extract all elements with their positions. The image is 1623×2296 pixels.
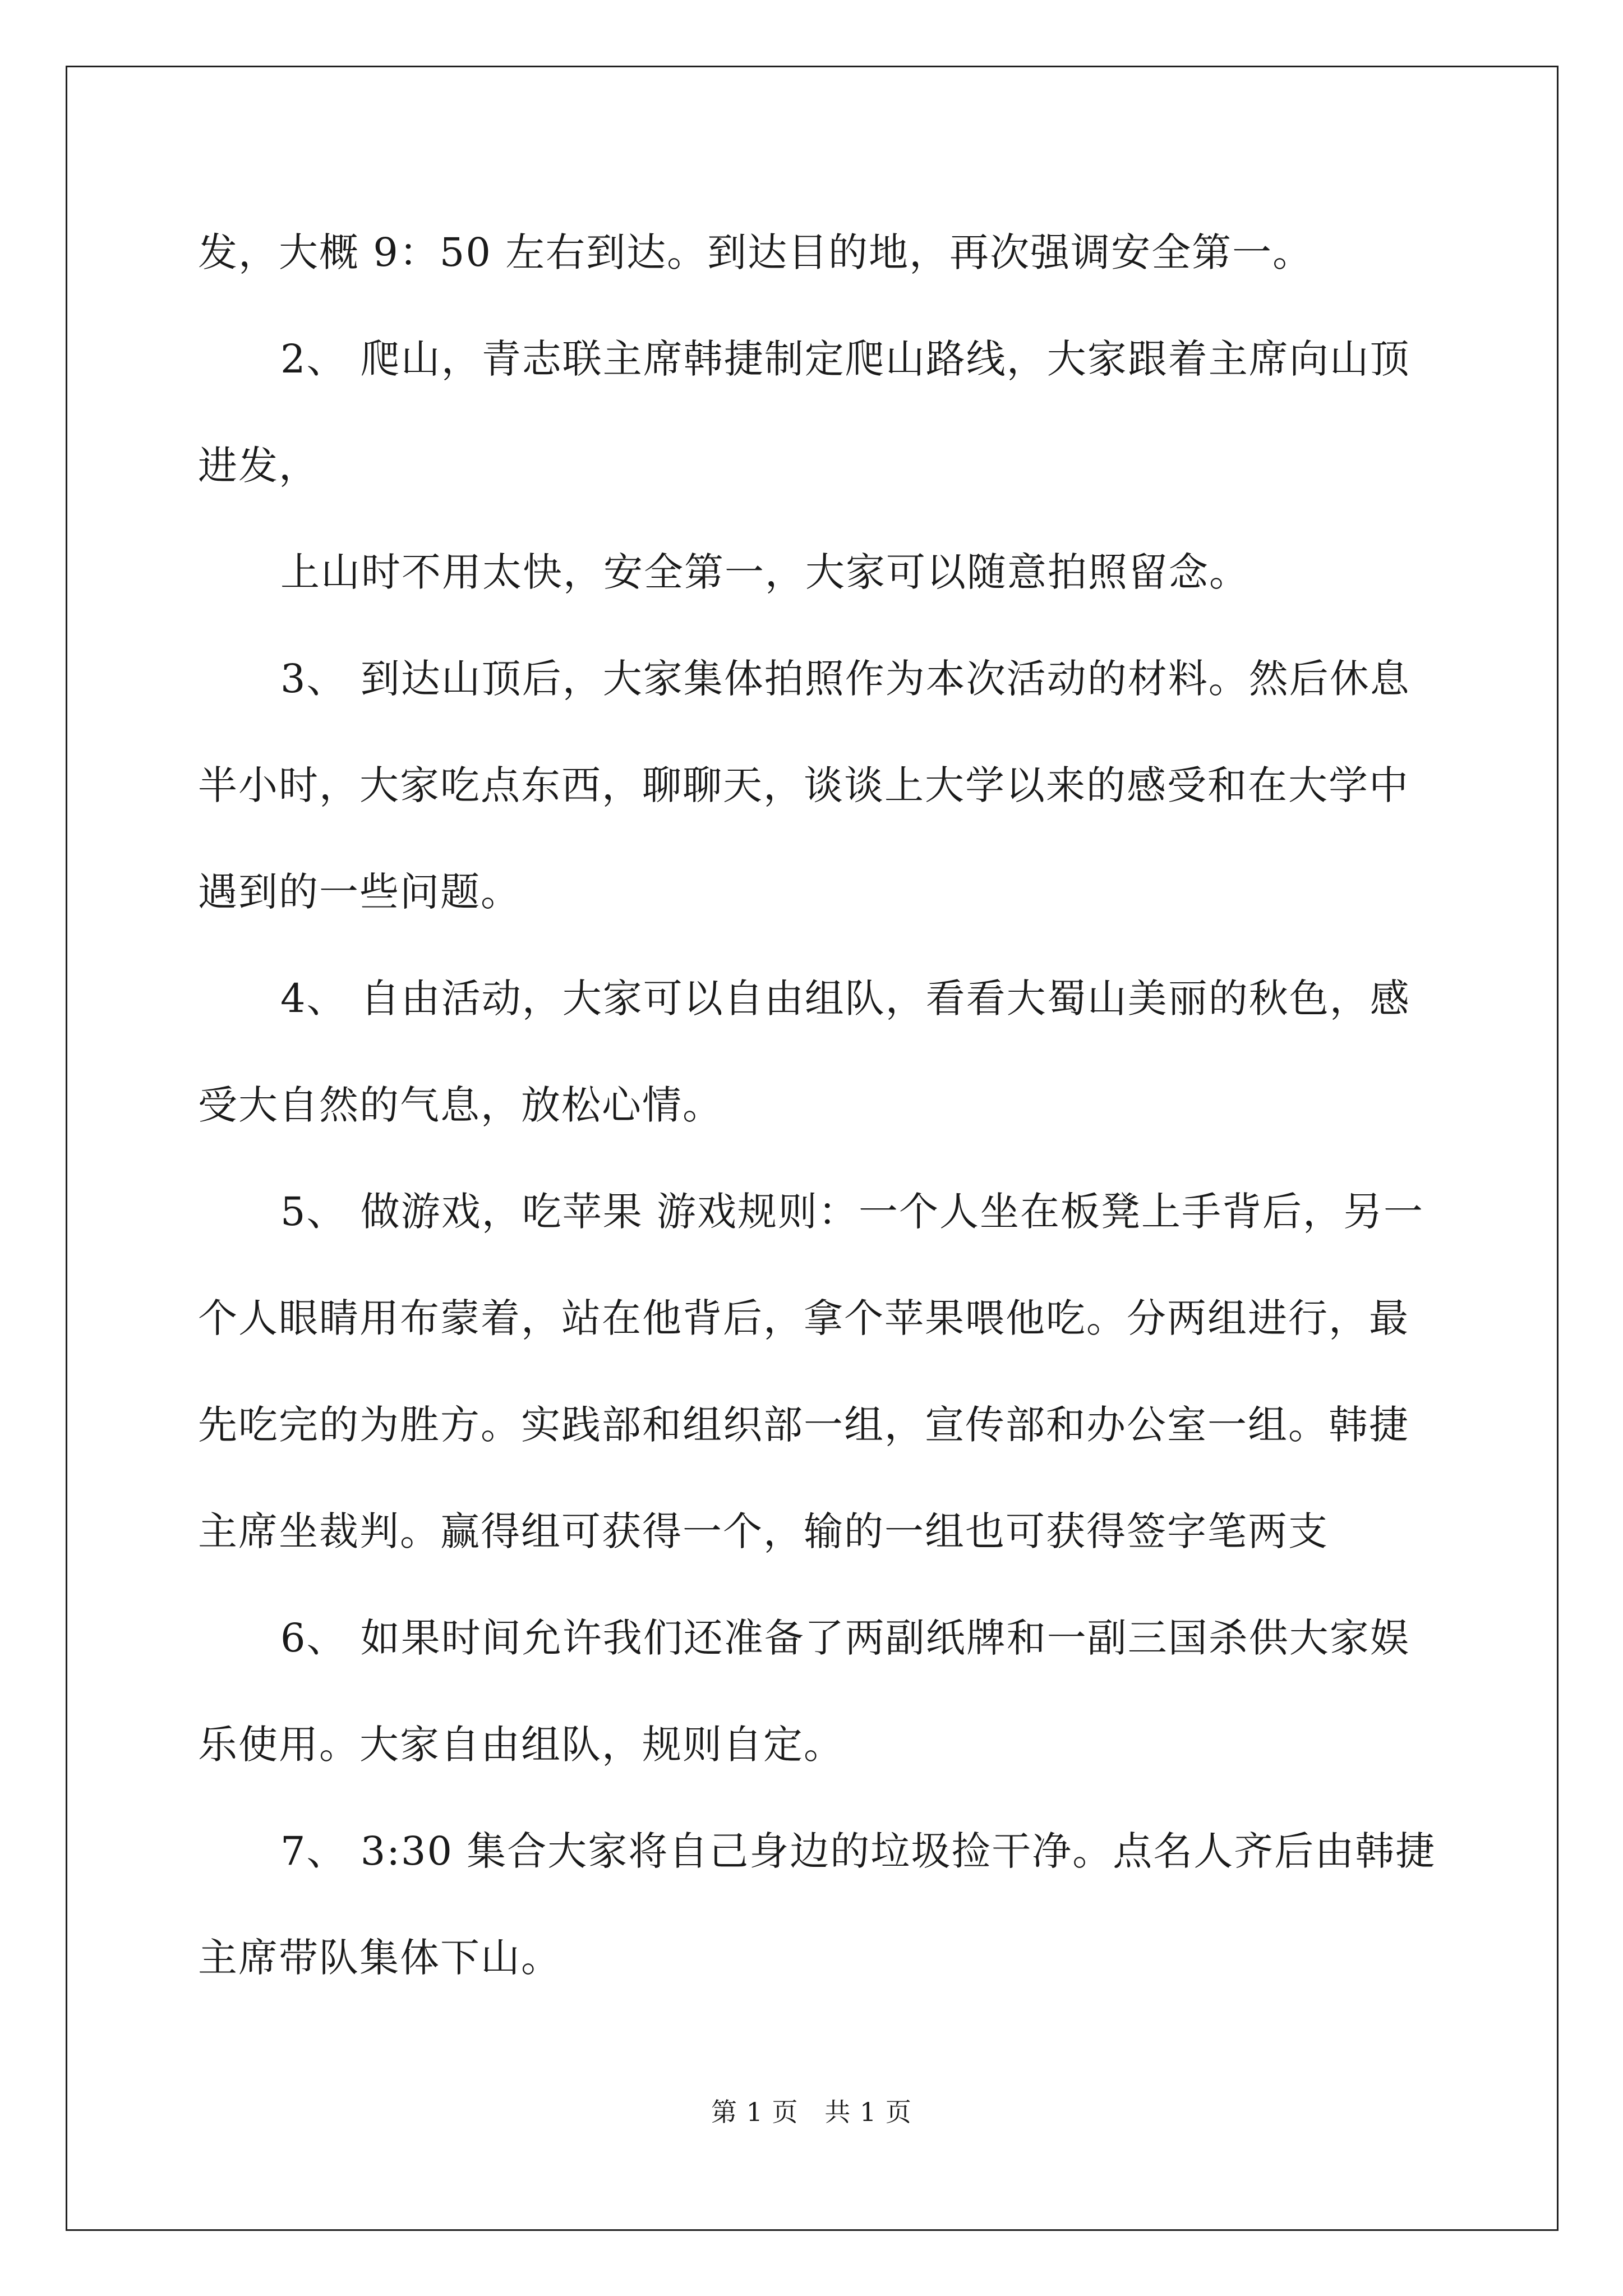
paragraph-line: 先吃完的为胜方。实践部和组织部一组，宣传部和办公室一组。韩捷 [198, 1402, 1409, 1448]
paragraph-line: 受大自然的气息，放松心情。 [198, 1082, 723, 1128]
paragraph-line: 7、 3:30 集合大家将自己身边的垃圾捡干净。点名人齐后由韩捷 [280, 1828, 1436, 1874]
page-border [66, 66, 1559, 2231]
paragraph-line: 上山时不用太快，安全第一，大家可以随意拍照留念。 [280, 549, 1249, 595]
paragraph-line: 个人眼睛用布蒙着，站在他背后，拿个苹果喂他吃。分两组进行，最 [198, 1295, 1409, 1341]
page-number-footer: 第 1 页 共 1 页 [711, 2097, 912, 2127]
paragraph-line: 6、 如果时间允许我们还准备了两副纸牌和一副三国杀供大家娱 [280, 1615, 1410, 1661]
paragraph-line: 半小时，大家吃点东西，聊聊天，谈谈上大学以来的感受和在大学中 [198, 762, 1409, 808]
paragraph-line: 乐使用。大家自由组队，规则自定。 [198, 1722, 844, 1768]
paragraph-line: 发，大概 9：50 左右到达。到达目的地，再次强调安全第一。 [198, 229, 1313, 275]
paragraph-line: 主席坐裁判。赢得组可获得一个，输的一组也可获得签字笔两支 [198, 1508, 1329, 1554]
paragraph-line: 4、 自由活动，大家可以自由组队，看看大蜀山美丽的秋色，感 [280, 976, 1410, 1022]
paragraph-line: 进发， [198, 443, 319, 489]
paragraph-line: 主席带队集体下山。 [198, 1935, 561, 1981]
paragraph-line: 3、 到达山顶后，大家集体拍照作为本次活动的材料。然后休息 [280, 656, 1410, 702]
paragraph-line: 遇到的一些问题。 [198, 869, 521, 915]
paragraph-line: 2、 爬山，青志联主席韩捷制定爬山路线，大家跟着主席向山顶 [280, 336, 1410, 382]
paragraph-line: 5、 做游戏，吃苹果 游戏规则：一个人坐在板凳上手背后，另一 [280, 1189, 1424, 1235]
